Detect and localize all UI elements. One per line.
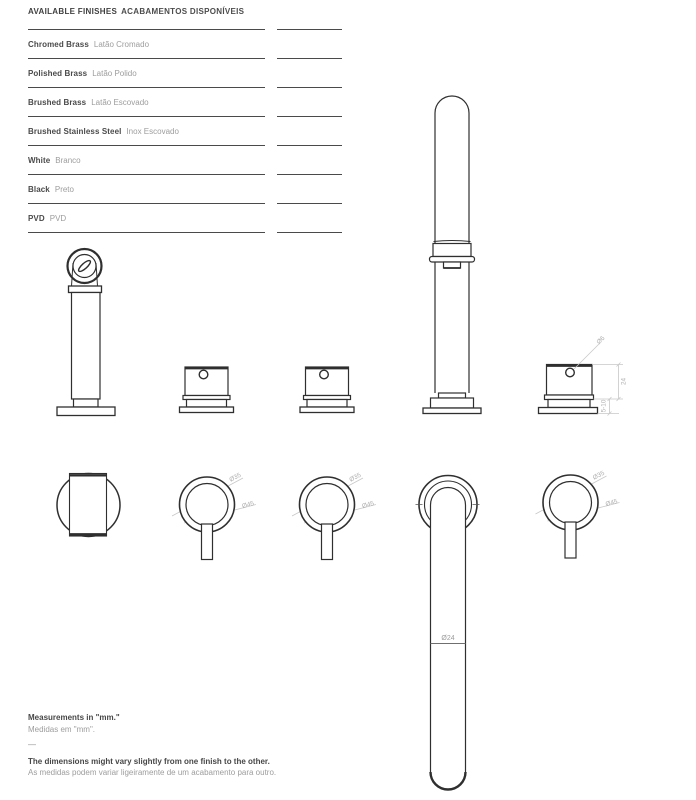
finish-name-en: Polished Brass	[28, 69, 88, 78]
handle-side-view-dimensioned-drawing	[539, 335, 628, 416]
finish-name-pt: Latão Polido	[92, 69, 137, 78]
finish-name-en: PVD	[28, 214, 45, 223]
finish-name-en: Brushed Stainless Steel	[28, 127, 122, 136]
spout-side-view-drawing	[423, 96, 481, 414]
finish-name-pt: Latão Escovado	[91, 98, 149, 107]
handle-top-view-drawing	[292, 472, 376, 560]
finish-name-en: Chromed Brass	[28, 40, 89, 49]
finish-name-pt: Preto	[54, 185, 74, 194]
dimension-label-inner-diameter: Ø35	[591, 469, 606, 482]
footnotes	[28, 712, 276, 779]
page-title-pt: ACABAMENTOS DISPONÍVEIS	[121, 7, 245, 16]
dimension-label-hole-diameter: Ø6	[595, 334, 607, 346]
finish-name-en: White	[28, 156, 51, 165]
dimension-label-outer-diameter: Ø45	[361, 500, 375, 510]
note-separator: —	[28, 740, 36, 749]
dimension-label-inner-diameter: Ø35	[228, 471, 243, 484]
handle-side-view-drawing	[180, 367, 234, 413]
note-measurements-en: Measurements in "mm."	[28, 713, 120, 722]
handshower-top-view-drawing	[57, 474, 120, 537]
finish-name-en: Brushed Brass	[28, 98, 87, 107]
dimension-label-outer-diameter: Ø45	[241, 500, 255, 510]
spout-top-view-drawing	[416, 476, 480, 790]
dimension-label-base-range: 5-10	[600, 399, 608, 413]
finish-name-pt: Branco	[55, 156, 81, 165]
finish-name-pt: PVD	[49, 214, 67, 223]
note-variance-en: The dimensions might vary slightly from one finish to the other.	[28, 756, 270, 766]
handle-top-view-dimensioned-drawing	[536, 470, 620, 558]
handshower-side-view-drawing	[57, 249, 115, 416]
finish-name-pt: Inox Escovado	[126, 127, 179, 136]
dimension-label-outer-diameter: Ø45	[604, 498, 619, 508]
note-variance-pt: As medidas podem variar ligeiramente de um acabamento para outro.	[28, 768, 277, 777]
dimension-label-spout-diameter: Ø24	[441, 635, 455, 642]
handle-top-view-drawing	[172, 472, 256, 560]
dimension-label-inner-diameter: Ø35	[348, 471, 363, 484]
handle-side-view-drawing	[300, 367, 354, 413]
note-measurements-pt: Medidas em "mm".	[28, 724, 96, 734]
page-title-en: AVAILABLE FINISHES	[28, 7, 118, 16]
finish-name-en: Black	[28, 185, 50, 194]
finish-name-pt: Latão Cromado	[93, 40, 150, 49]
dimension-label-handle-height: 24	[620, 377, 628, 386]
